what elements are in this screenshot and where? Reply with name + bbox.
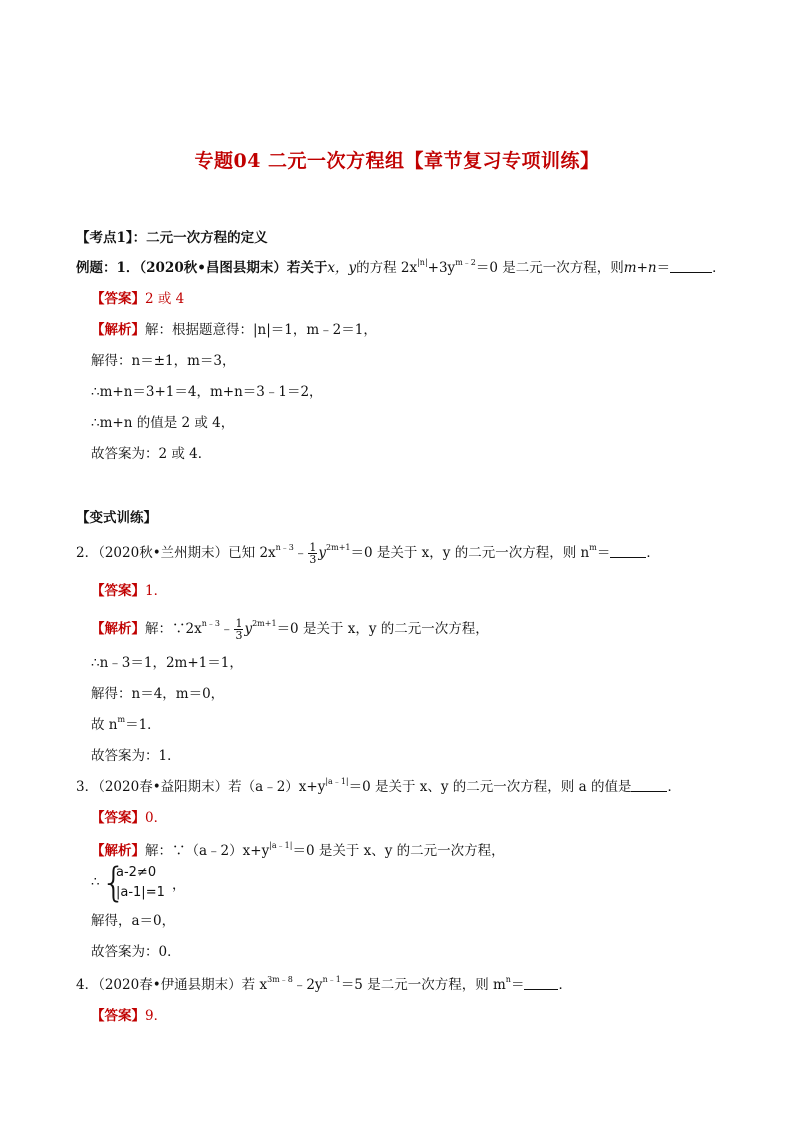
answer-blank	[670, 260, 712, 273]
answer-blank	[610, 545, 646, 558]
answer-tag: 【答案】	[91, 810, 145, 826]
exponent: n﹣1	[322, 975, 341, 984]
answer-text: 1．	[145, 583, 168, 599]
exponent: n﹣3	[275, 543, 294, 552]
answer-blank	[524, 977, 558, 990]
fraction	[234, 618, 243, 641]
exponent: |n|	[417, 258, 428, 267]
question-3-analysis-line	[91, 842, 505, 860]
exponent: m	[117, 715, 126, 724]
question-text: +3y	[427, 260, 456, 276]
answer-text: 2 或 4	[145, 291, 185, 307]
exponent: 2m+1	[252, 619, 277, 628]
analysis-text: 解：根据题意得：|n|＝1，m﹣2＝1，	[145, 322, 377, 338]
fraction-denominator: 3	[235, 629, 243, 642]
question-2	[76, 542, 660, 565]
question-text: 3．（2020春•益阳期末）若（a﹣2）x+y	[76, 779, 326, 795]
answer-text: 9．	[145, 1008, 168, 1024]
analysis-line: 解得：n＝4，m＝0，	[91, 686, 225, 702]
exponent: m	[589, 543, 597, 552]
example-1-answer	[91, 290, 184, 308]
analysis-line: 故答案为：1．	[91, 748, 181, 764]
question-3	[76, 778, 681, 796]
question-text: ．	[712, 260, 726, 276]
analysis-tag: 【解析】	[91, 843, 145, 859]
question-3-answer	[91, 809, 167, 827]
fraction-numerator: 1	[309, 541, 317, 554]
exponent: m﹣2	[455, 258, 476, 267]
system-equation-2: |a-1|=1	[116, 885, 165, 900]
question-text: y	[318, 545, 327, 561]
analysis-line: 故答案为：2 或 4．	[91, 446, 212, 462]
analysis-line: 解得，a＝0，	[91, 913, 176, 929]
therefore-symbol: ∴	[91, 874, 100, 890]
analysis-text: ＝0 是关于 x，y 的二元一次方程，	[276, 621, 489, 637]
analysis-line: 故答案为：0．	[91, 944, 181, 960]
section-heading-kaodian1	[76, 229, 268, 247]
question-text: ＝5 是二元一次方程，则 m	[340, 977, 506, 993]
question-text: ．	[646, 545, 660, 561]
document-title: 专题04 二元一次方程组【章节复习专项训练】	[194, 150, 600, 172]
question-text: ＝	[596, 545, 611, 561]
question-4	[76, 976, 572, 994]
section-tag: 【考点1】	[76, 230, 133, 246]
question-text: 4．（2020春•伊通县期末）若 x	[76, 977, 268, 993]
question-text: 2．（2020秋•兰州期末）已知 2x	[76, 545, 276, 561]
analysis-text: ＝1．	[125, 717, 161, 733]
analysis-text: ﹣	[219, 621, 234, 637]
system-comma: ，	[172, 877, 186, 893]
analysis-line: 解得：n＝±1，m＝3，	[91, 353, 236, 369]
fraction	[308, 542, 317, 565]
answer-tag: 【答案】	[91, 1008, 145, 1024]
section-label: ：二元一次方程的定义	[132, 230, 268, 246]
exponent: |a﹣1|	[325, 777, 349, 786]
question-text: ＝	[656, 260, 671, 276]
analysis-text: 解：∵2x	[145, 621, 202, 637]
fraction-denominator: 3	[309, 553, 317, 566]
system-equation-1: a-2≠0	[116, 865, 157, 880]
question-text: ﹣	[293, 545, 308, 561]
variables-text: x，y	[327, 260, 357, 276]
question-text: m+n	[623, 260, 657, 276]
variant-heading: 【变式训练】	[76, 510, 157, 526]
example-1-analysis-line	[91, 321, 377, 339]
analysis-tag: 【解析】	[91, 621, 145, 637]
question-prefix: 例题：1．（2020秋•昌图县期末）若关于	[76, 260, 328, 276]
question-text: ．	[558, 977, 572, 993]
question-text: ＝0 是关于 x，y 的二元一次方程，则 n	[350, 545, 590, 561]
question-text: ＝0 是二元一次方程，则	[475, 260, 624, 276]
answer-text: 0．	[145, 810, 168, 826]
brace-icon: {	[101, 860, 127, 906]
question-text: ﹣2y	[292, 977, 323, 993]
example-1-question	[76, 259, 726, 277]
analysis-line: ∴m+n＝3+1＝4，m+n＝3﹣1＝2，	[91, 384, 323, 400]
question-4-answer	[91, 1007, 167, 1025]
analysis-text: ＝0 是关于 x、y 的二元一次方程，	[292, 843, 505, 859]
exponent: 3m﹣8	[267, 975, 293, 984]
analysis-tag: 【解析】	[91, 322, 145, 338]
question-text: ．	[667, 779, 681, 795]
question-2-answer	[91, 582, 167, 600]
question-text: ＝0 是关于 x、y 的二元一次方程，则 a 的值是	[348, 779, 632, 795]
analysis-line: ∴n﹣3＝1，2m+1＝1，	[91, 655, 243, 671]
analysis-line: ∴m+n 的值是 2 或 4，	[91, 415, 235, 431]
analysis-text: 解：∵（a﹣2）x+y	[145, 843, 270, 859]
exponent: 2m+1	[326, 543, 351, 552]
analysis-text: y	[244, 621, 253, 637]
exponent: n﹣3	[201, 619, 220, 628]
question-text: 的方程 2x	[356, 260, 418, 276]
question-2-analysis-line	[91, 618, 489, 641]
answer-tag: 【答案】	[91, 291, 145, 307]
answer-blank	[631, 779, 667, 792]
question-text: ＝	[510, 977, 525, 993]
analysis-line	[91, 716, 161, 734]
answer-tag: 【答案】	[91, 583, 145, 599]
analysis-text: 故 n	[91, 717, 118, 733]
exponent: n	[505, 975, 511, 984]
fraction-numerator: 1	[235, 617, 243, 630]
exponent: |a﹣1|	[269, 841, 293, 850]
